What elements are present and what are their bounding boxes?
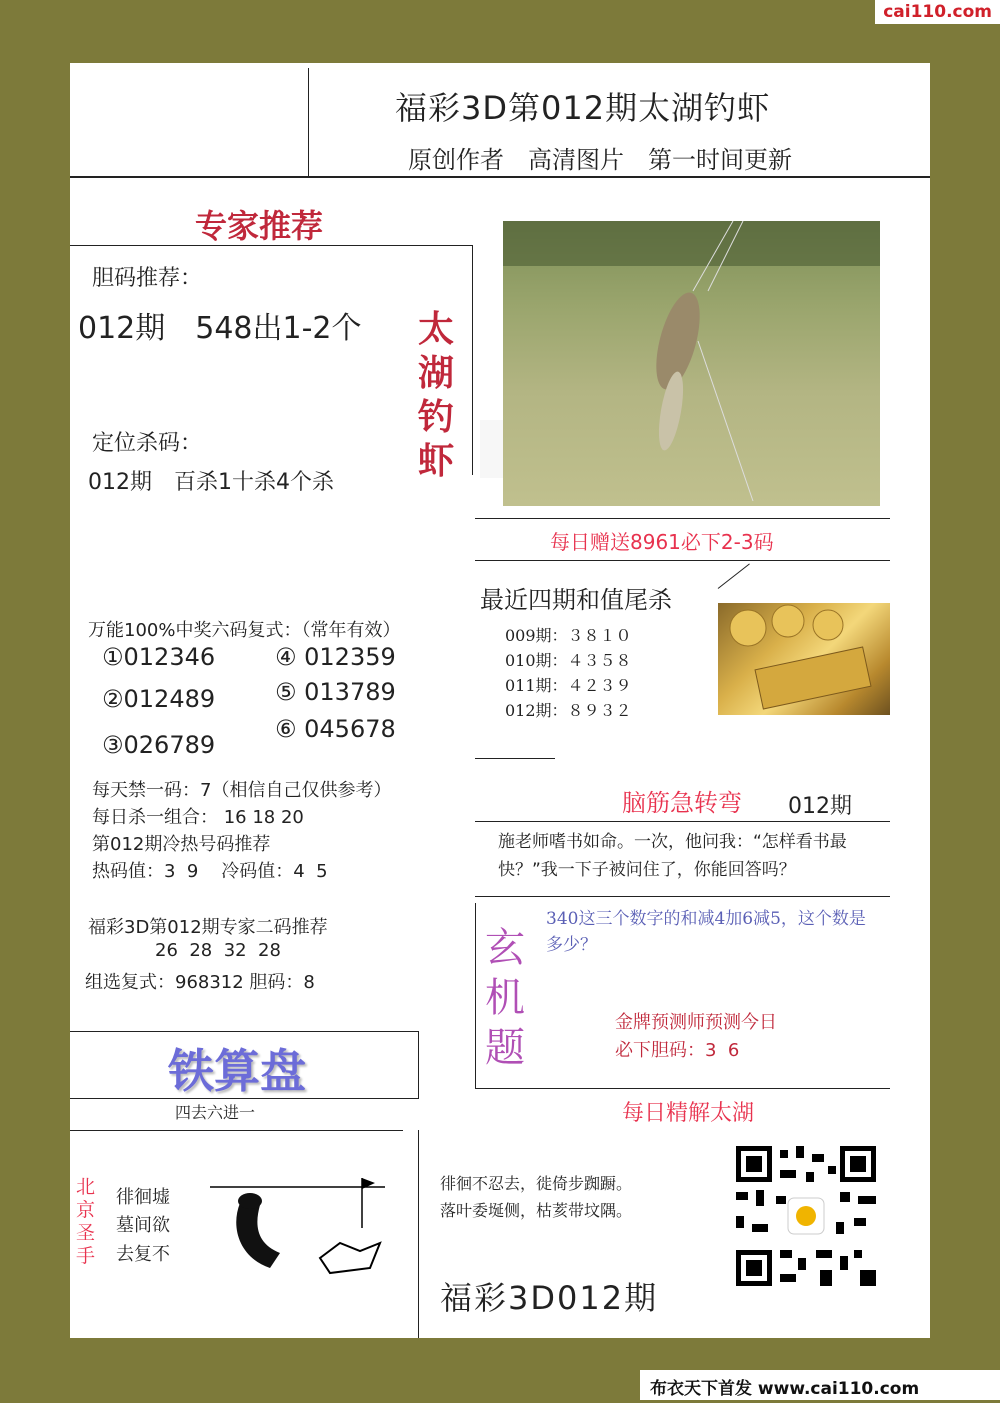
six-code-item: ⑥ 045678 bbox=[275, 715, 396, 743]
bj-right-rule bbox=[418, 1130, 419, 1338]
tsp-sub: 四去六进一 bbox=[175, 1103, 256, 1122]
poem-line1: 徘徊不忍去，徙倚步踟蹰。 bbox=[440, 1174, 633, 1193]
recent-row: 009期：３８１０ bbox=[505, 626, 632, 645]
six-code-item: ③026789 bbox=[102, 731, 216, 759]
gift-bottom-rule bbox=[475, 560, 890, 561]
gold-photo bbox=[718, 603, 890, 715]
recent-row: 011期：４２３９ bbox=[505, 676, 632, 695]
tsp-top-rule bbox=[70, 1031, 418, 1032]
puzzle-side-title: 玄机题 bbox=[485, 925, 525, 1071]
puzzle-left-rule bbox=[475, 903, 476, 1088]
gold-bars-icon bbox=[718, 603, 890, 715]
tsp-bottom-rule bbox=[70, 1130, 403, 1131]
tsp-right-rule bbox=[418, 1031, 419, 1099]
brain-issue: 012期 bbox=[788, 794, 852, 819]
header-bottom-rule bbox=[70, 176, 930, 178]
qr-code-icon bbox=[736, 1146, 876, 1286]
six-code-heading: 万能100%中奖六码复式：（常年有效） bbox=[88, 620, 401, 641]
poem-line2: 落叶委埏侧，枯荄带坟隅。 bbox=[440, 1201, 633, 1220]
recent-heading: 最近四期和值尾杀 bbox=[480, 586, 672, 614]
six-code-item: ②012489 bbox=[102, 685, 216, 713]
bottom-issue: 福彩3D012期 bbox=[440, 1279, 659, 1317]
recent-row: 010期：４３５８ bbox=[505, 651, 632, 670]
page-title: 福彩3D第012期太湖钓虾 bbox=[395, 89, 771, 127]
expert-heading: 专家推荐 bbox=[195, 207, 324, 245]
header-blank-box bbox=[70, 63, 308, 175]
six-code-item: ①012346 bbox=[102, 643, 216, 671]
qr-code bbox=[736, 1146, 876, 1286]
kill-label: 定位杀码： bbox=[92, 431, 203, 456]
white-patch bbox=[70, 353, 210, 418]
dan-value: 012期 548出1-2个 bbox=[78, 311, 362, 346]
header-divider bbox=[308, 68, 309, 178]
six-code-item: ⑤ 013789 bbox=[275, 678, 396, 706]
tsp-mid-rule bbox=[70, 1098, 418, 1099]
two-code-values: 26 28 32 28 bbox=[155, 940, 281, 961]
beijing-line: 徘徊墟 bbox=[116, 1187, 170, 1208]
bottom-banner bbox=[640, 1370, 1000, 1400]
ban-line: 每天禁一码：7（相信自己仅供参考） bbox=[92, 780, 392, 801]
kill-value: 012期 百杀1十杀4个杀 bbox=[88, 470, 334, 495]
daily-gift: 每日赠送8961必下2-3码 bbox=[550, 530, 774, 554]
expert-right-rule bbox=[472, 245, 473, 475]
beijing-line: 墓间欲 bbox=[116, 1215, 170, 1236]
beijing-side: 北京圣手 bbox=[76, 1176, 96, 1267]
side-title-taihu: 太湖钓虾 bbox=[418, 309, 455, 482]
dan-label: 胆码推荐： bbox=[92, 266, 203, 291]
puzzle-bottom-rule bbox=[475, 1088, 890, 1089]
gift-top-rule bbox=[475, 518, 890, 519]
two-code-title: 福彩3D第012期专家二码推荐 bbox=[88, 917, 328, 938]
gold-predict-line1: 金牌预测师预测今日 bbox=[615, 1012, 777, 1033]
puzzle-text: 340这三个数字的和减4加6减5，这个数是多少？ bbox=[546, 909, 866, 955]
hot-cold-title: 第012期冷热号码推荐 bbox=[92, 834, 271, 855]
riddle-drawing-icon bbox=[210, 1173, 390, 1283]
brain-bottom-rule bbox=[475, 896, 890, 897]
group-line: 组选复式：968312 胆码：8 bbox=[85, 972, 315, 993]
recent-bottom-rule bbox=[475, 758, 555, 759]
page-subtitle: 原创作者 高清图片 第一时间更新 bbox=[408, 146, 792, 174]
expert-top-rule bbox=[70, 245, 472, 246]
gold-predict-line2: 必下胆码：3 6 bbox=[615, 1040, 740, 1061]
kill-group-line: 每日杀一组合： 16 18 20 bbox=[92, 807, 304, 828]
shrimp-photo bbox=[503, 221, 880, 506]
daily-taihu: 每日精解太湖 bbox=[622, 1101, 755, 1126]
recent-list bbox=[505, 623, 632, 723]
beijing-line: 去复不 bbox=[116, 1244, 170, 1265]
brain-question: 施老师嗜书如命。一次，他问我：“怎样看书最快？”我一下子被问住了，你能回答吗？ bbox=[498, 832, 847, 880]
brain-top-rule bbox=[475, 821, 890, 822]
hot-cold-values: 热码值：3 9 冷码值：4 5 bbox=[92, 861, 328, 882]
lottery-sheet bbox=[70, 63, 930, 1338]
corner-site-label: cai110.com bbox=[875, 0, 1000, 24]
recent-right-rule bbox=[718, 563, 750, 588]
bottom-banner-text: 布衣天下首发 www.cai110.com bbox=[650, 1379, 920, 1399]
recent-row: 012期：８９３２ bbox=[505, 701, 632, 720]
six-code-item: ④ 012359 bbox=[275, 643, 396, 671]
tsp-title: 铁算盘 bbox=[168, 1044, 306, 1098]
brain-heading: 脑筋急转弯 bbox=[622, 789, 742, 817]
shrimp-icon bbox=[503, 221, 880, 506]
